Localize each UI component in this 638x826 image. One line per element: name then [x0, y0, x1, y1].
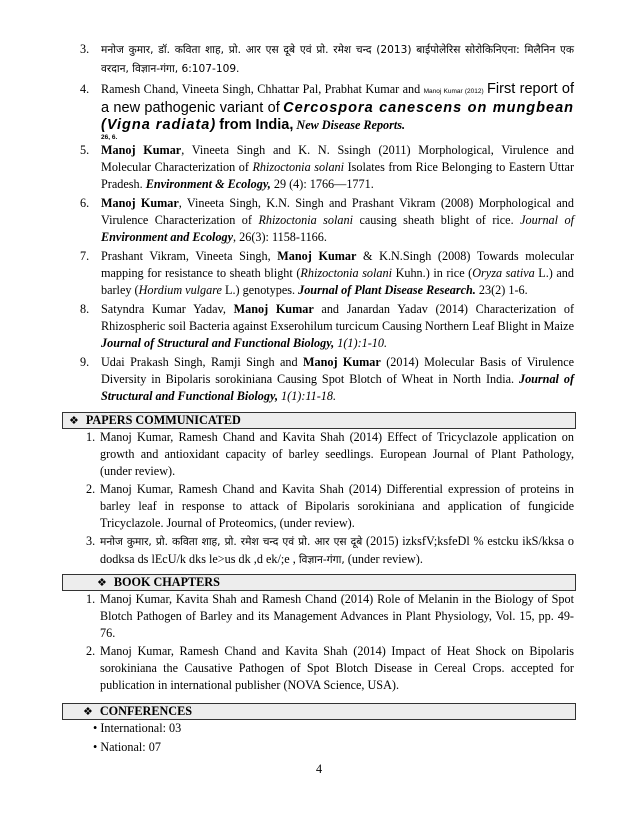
diamond-bullet-icon: ❖ — [69, 414, 79, 427]
item-number: 8. — [80, 302, 90, 316]
chapter-item: 1. Manoj Kumar, Kavita Shah and Ramesh Chand (2014) Role of Melanin in the Biology of Spot Blotch Pathogen of Barley and its Management Advances in Plant Physiology, Vol. 15, pp. 49-76. — [86, 592, 574, 640]
item-number: 6. — [80, 196, 90, 210]
papers-list — [0, 429, 638, 569]
chapter-item: 2. Manoj Kumar, Ramesh Chand and Kavita Shah (2014) Impact of Heat Shock on Bipolaris sorokiniana the Causative Pathogen of Spot Blotch Disease in Cereal Crops. accepted for publication in international publisher (NOVA Science, USA). — [86, 644, 574, 692]
conference-item: • National: 07 — [93, 740, 161, 754]
item-number: 9. — [80, 355, 90, 369]
item-number: 1. — [86, 430, 96, 444]
publication-item: 4. Ramesh Chand, Vineeta Singh, Chhattar Pal, Prabhat Kumar and Manoj Kumar (2012) First report of a new pathogenic variant of Cercospora canescens on mungbean (Vigna radiata) from India, New Disease Reports. 26, 6. — [80, 81, 574, 141]
publication-item: 3. मनोज कुमार, डॉ. कविता शाह, प्रो. आर एस दूबे एवं प्रो. रमेश चन्द (2013) बाईपोलेरिस सोरोकिनिएना: मिलैनिन एक वरदान, विज्ञान-गंगा, 6:107-109. — [80, 42, 574, 75]
publication-item: 5. Manoj Kumar, Vineeta Singh and K. N. Ssingh (2011) Morphological, Virulence and Molecular Characterization of Rhizoctonia solani Isolates from Rice Belonging to Eastern Uttar Pradesh. Environment & Ecology, 29 (4): 1766—1771. — [80, 143, 575, 191]
diamond-bullet-icon: ❖ — [83, 705, 93, 718]
paper-item: 3. मनोज कुमार, प्रो. कविता शाह, प्रो. रमेश चन्द एवं प्रो. आर एस दूबे (2015) izksfV;ksfeDl % estcku ikS/kksa o dodksa ds lEcU/k dks le>us dk ,d ek/;e , विज्ञान-गंगा, (under review). — [86, 534, 575, 566]
item-number: 4. — [80, 82, 90, 96]
publication-list — [0, 40, 638, 405]
conference-item: • International: 03 — [93, 721, 182, 735]
publication-item: 6. Manoj Kumar, Vineeta Singh, K.N. Singh and Prashant Vikram (2008) Morphological and Virulence Characterization of Rhizoctonia solani causing sheath blight of rice. Journal of Environment and Ecology, 26(3): 1158-1166. — [80, 196, 574, 244]
item-number: 2. — [86, 644, 96, 658]
item-number: 1. — [86, 592, 96, 606]
page-number: 4 — [315, 762, 323, 776]
book-chapters-list — [0, 591, 638, 694]
publication-item: 9. Udai Prakash Singh, Ramji Singh and Manoj Kumar (2014) Molecular Basis of Virulence Diversity in Bipolaris sorokiniana Causing Spot Blotch of Wheat in North India. Journal of Structural and Functional Biology, 1(1):11-18. — [80, 355, 575, 403]
section-header-book-chapters: ❖ BOOK CHAPTERS — [62, 574, 576, 591]
bullet-icon: • — [93, 721, 98, 735]
item-number: 3. — [80, 42, 90, 56]
paper-item: 1. Manoj Kumar, Ramesh Chand and Kavita Shah (2014) Effect of Tricyclazole application on growth and antioxidant capacity of barley seedlings. European Journal of Plant Pathology, (under review). — [86, 430, 574, 478]
item-number: 2. — [86, 482, 96, 496]
section-header-papers: ❖ PAPERS COMMUNICATED — [62, 412, 576, 429]
bullet-icon: • — [93, 740, 98, 754]
item-number: 5. — [80, 143, 90, 157]
paper-item: 2. Manoj Kumar, Ramesh Chand and Kavita Shah (2014) Differential expression of proteins in barley leaf in response to attack of Bipolaris sorokiniana and application of fungicide Tricyclazole. Journal of Proteomics, (under review). — [86, 482, 574, 530]
diamond-bullet-icon: ❖ — [97, 576, 107, 589]
publication-item: 7. Prashant Vikram, Vineeta Singh, Manoj Kumar & K.N.Singh (2008) Towards molecular mapping for resistance to sheath blight (Rhizoctonia solani Kuhn.) in rice (Oryza sativa L.) and barley (Hordium vulgare L.) genotypes. Journal of Plant Disease Research. 23(2) 1-6. — [80, 249, 574, 297]
publication-item: 8. Satyndra Kumar Yadav, Manoj Kumar and Janardan Yadav (2014) Characterization of Rhizospheric soil Bacteria against Exserohilum turcicum Causing Northern Leaf Blight in Maize Journal of Structural and Functional Biology, 1(1):1-10. — [80, 302, 575, 350]
item-number: 7. — [80, 249, 90, 263]
item-number: 3. — [86, 534, 96, 548]
section-header-conferences: ❖ CONFERENCES — [62, 703, 576, 720]
